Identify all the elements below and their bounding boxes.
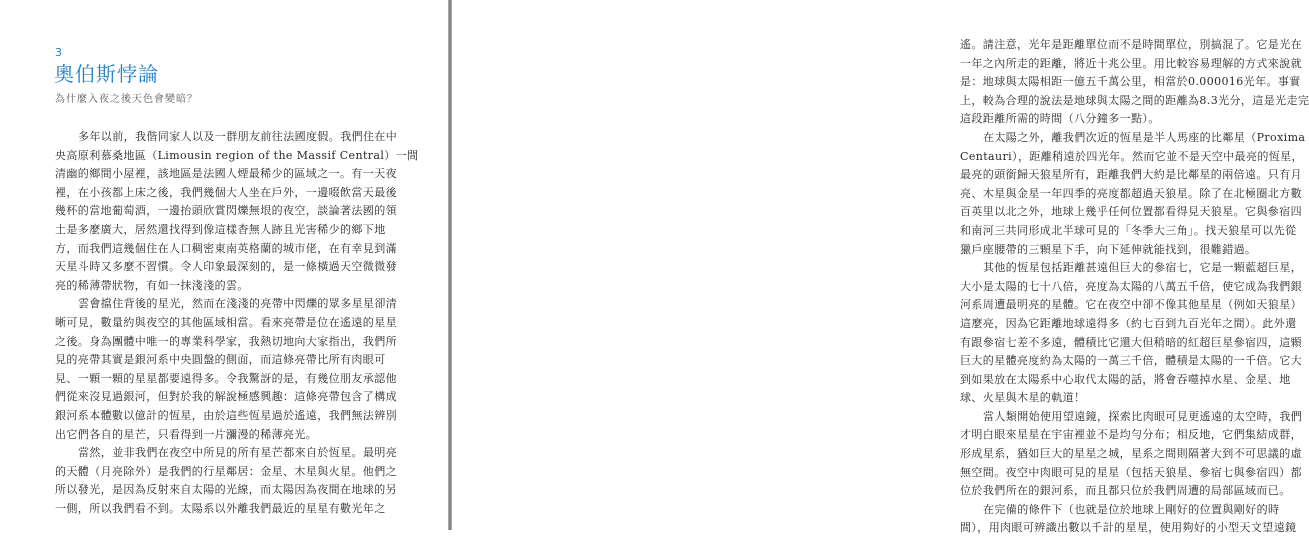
text-line: Centauri），距離稍遠於四光年。然而它並不是天空中最亮的恆星，: [960, 149, 1303, 163]
text-line: 這麼亮，因為它距離地球遠得多（約七百到九百光年之間）。此外還: [960, 316, 1297, 330]
text-line: 最亮的頭銜歸天狼星所有，距離我們大約是比鄰星的兩倍遠。只有月: [960, 168, 1302, 182]
text-line: 到如果放在太陽系中心取代太陽的話，將會吞噬掉水星、金星、地: [960, 372, 1291, 386]
text-line: 天星斗時又多麼不習慣。令人印象最深刻的，是一條橫過天空微微發: [55, 260, 397, 274]
text-line: 銀河系本體數以億計的恆星，由於這些恆星過於遙遠，我們無法辨別: [55, 408, 397, 422]
text-line: 方，而我們這幾個住在人口稠密東南英格蘭的城市佬，在有幸見到滿: [55, 241, 397, 255]
text-line: 其他的恆星包括距離甚遠但巨大的參宿七，它是一顆藍超巨星，: [983, 261, 1303, 275]
text-line: 和南河三共同形成北半球可見的「冬季大三角」。找天狼星可以先從: [960, 223, 1297, 237]
chapter-subtitle: 為什麼入夜之後天色會變暗？: [55, 94, 198, 105]
text-line: 裡，在小孩都上床之後，我們幾個大人坐在戶外，一邊啜飲當天最後: [55, 185, 397, 199]
text-line: 當人類開始使用望遠鏡，探索比肉眼可見更遙遠的太空時，我們: [983, 409, 1303, 423]
text-line: 才明白眼來星星在宇宙裡並不是均勻分布；相反地，它們集結成群，: [960, 428, 1302, 442]
text-line: 一年之內所走的距離，將近十兆公里。用比較容易理解的方式來說就: [960, 56, 1302, 70]
text-line: 球、火星與木星的軌道！: [960, 391, 1086, 405]
text-line: 百英里以北之外，地球上幾乎任何位置都看得見天狼星。它與參宿四: [960, 205, 1302, 219]
text-line: 清幽的鄉間小屋裡，該地區是法國人煙最稀少的區域之一。有一天夜: [55, 167, 397, 181]
text-line: 在完備的條件下（也就是位於地球上剛好的位置與剛好的時: [983, 502, 1280, 516]
text-line: 河系周遭最明亮的星體。它在夜空中卻不像其他星星（例如天狼星）: [960, 298, 1302, 312]
text-line: 多年以前，我偕同家人以及一群朋友前往法國度假。我們住在中: [78, 130, 398, 143]
text-line: 幾杯的當地葡萄酒，一邊抬頭欣賞閃爍無垠的夜空，談論著法國的領: [55, 204, 397, 218]
text-line: 上，較為合理的說法是地球與太陽之間的距離為8.3光分，這是光走完: [960, 93, 1309, 107]
text-line: 出它們各自的星芒，只看得到一片瀰漫的稀薄亮光。: [55, 427, 318, 441]
text-line: 之後。身為團體中唯一的專業科學家，我熱切地向大家指出，我們所: [55, 334, 397, 348]
text-line: 央高原利慕桑地區（Limousin region of the Massif Central）一間: [55, 148, 419, 162]
text-line: 無空間。夜空中肉眼可見的星星（包括天狼星、參宿七與參宿四）都: [960, 465, 1302, 479]
text-line: 晰可見，數量約與夜空的其他區域相當。看來亮帶是位在遙遠的星星: [55, 315, 397, 329]
text-line: 所以發光，是因為反射來自太陽的光線，而太陽因為夜間在地球的另: [55, 483, 397, 497]
text-line: 在太陽之外，離我們次近的恆星是半人馬座的比鄰星（Proxima: [983, 130, 1306, 144]
text-line: 見、一顆一顆的星星都要遠得多。令我驚訝的是，有幾位朋友承認他: [55, 371, 397, 385]
text-line: 一側，所以我們看不到。太陽系以外離我們最近的星星有數光年之: [55, 501, 386, 515]
text-line: 位於我們所在的銀河系，而且都只位於我們周遭的局部區域而已。: [960, 484, 1291, 498]
text-line: 當然，並非我們在夜空中所見的所有星芒都來自於恆星。最明亮: [78, 446, 398, 460]
text-line: 巨大的星體亮度約為太陽的一萬三千倍，體積是太陽的一千倍。它大: [960, 354, 1302, 368]
text-line: 土是多麼廣大，居然還找得到像這樣杳無人跡且光害稀少的鄉下地: [55, 222, 386, 236]
text-line: 獵戶座腰帶的三顆星下手，向下延伸就能找到，很難錯過。: [960, 242, 1257, 256]
text-line: 有跟參宿七差不多遠，體積比它還大但稍暗的紅超巨星參宿四，這顆: [960, 335, 1302, 349]
text-line: 是：地球與太陽相距一億五千萬公里，相當於0.000016光年。事實: [960, 75, 1301, 89]
right-page-body: [960, 36, 1309, 538]
text-line: 這段距離所需的時間（八分鐘多一點）。: [960, 112, 1160, 126]
text-line: 見的亮帶其實是銀河系中央圓盤的側面，而這條亮帶比所有肉眼可: [55, 353, 386, 367]
text-line: 間），用肉眼可辨識出數以千計的星星，使用夠好的小型天文望遠鏡: [960, 521, 1297, 535]
text-line: 雲會擋住背後的星光，然而在淺淺的亮帶中閃爍的眾多星星卻清: [78, 297, 398, 311]
text-line: 遙。請注意，光年是距離單位而不是時間單位，別搞混了。它是光在: [960, 38, 1302, 51]
chapter-number: 3: [55, 46, 62, 59]
chapter-title: 奧伯斯悖論: [54, 62, 159, 86]
text-line: 亮的稀薄帶狀物，有如一抹淺淺的雲。: [55, 278, 249, 292]
text-line: 們從來沒見過銀河，但對於我的解說極感興趣：這條亮帶包含了構成: [55, 390, 397, 404]
text-line: 的天體（月亮除外）是我們的行星鄰居：金星、木星與火星。他們之: [55, 464, 397, 478]
left-page: [0, 0, 448, 530]
left-page-body: [55, 128, 419, 518]
text-line: 形成星系，猶如巨大的星星之城，星系之間則隔著大到不可思議的虛: [960, 447, 1302, 461]
text-line: 亮、木星與金星一年四季的亮度都超過天狼星。除了在北極圈北方數: [960, 186, 1302, 200]
text-line: 大小是太陽的七十八倍，亮度為太陽的八萬五千倍，使它成為我們銀: [960, 279, 1302, 293]
right-page: [452, 0, 1309, 535]
